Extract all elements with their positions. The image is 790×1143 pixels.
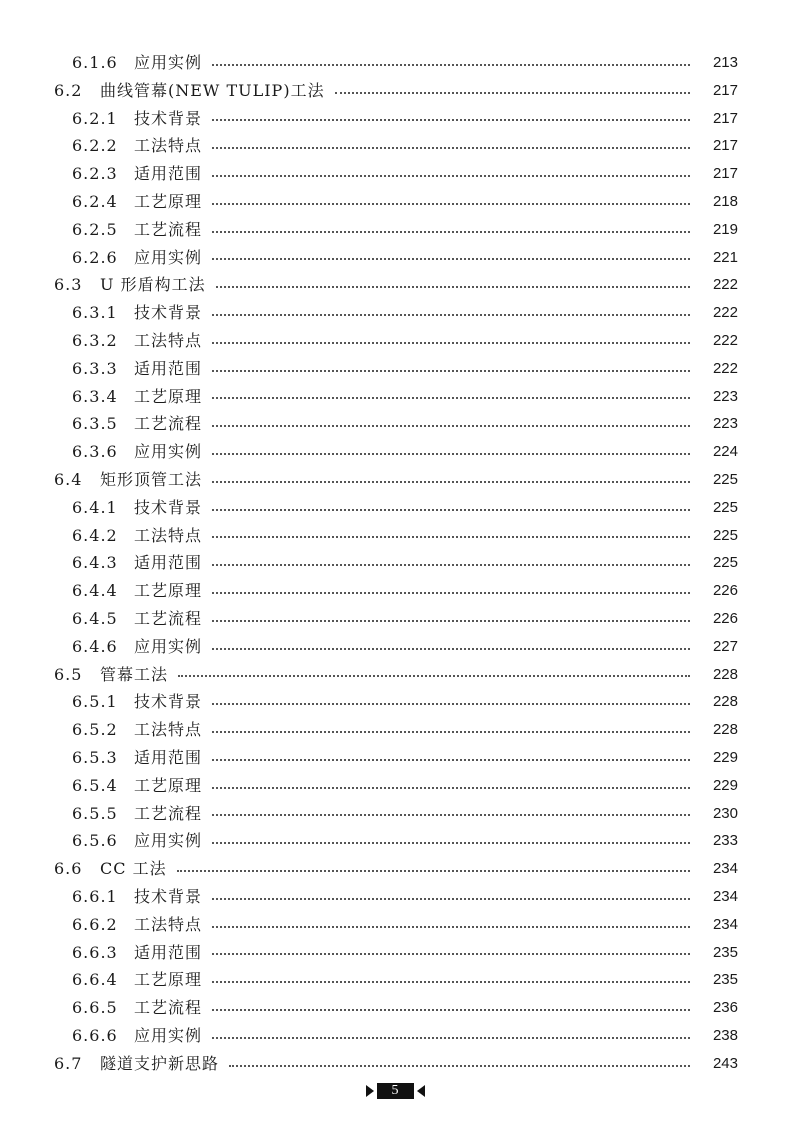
dot-leader [212,147,690,149]
toc-entry-number: 6.2 [54,80,83,100]
toc-entry-number: 6.2.3 [72,164,118,184]
toc-entry-title: 曲线管幕(NEW TULIP)工法 [100,80,325,100]
dot-leader [216,286,690,288]
dot-leader [212,314,690,316]
dot-leader [212,759,690,761]
toc-entry-page: 225 [712,470,738,488]
toc-entry-number: 6.3 [54,275,83,295]
triangle-left-icon [417,1085,425,1097]
toc-entry-number: 6.2.6 [72,247,118,267]
dot-leader [212,703,690,705]
toc-subsection-entry[interactable] [0,939,790,967]
toc-entry-title: 技术背景 [134,886,203,906]
toc-entry-number: 6.3.3 [72,358,118,378]
toc-entry-title: 技术背景 [134,303,203,323]
dot-leader [177,870,690,872]
toc-entry-title: 技术背景 [134,108,203,128]
dot-leader [212,842,690,844]
toc-subsection-entry[interactable] [0,966,790,994]
toc-subsection-entry[interactable] [0,1022,790,1050]
toc-entry-title: 工艺流程 [134,998,203,1018]
toc-subsection-entry[interactable] [0,494,790,522]
toc-entry-number: 6.4.6 [72,636,118,656]
toc-subsection-entry[interactable] [0,688,790,716]
toc-entry-number: 6.6 [54,859,83,879]
toc-entry-title: 工艺原理 [134,386,203,406]
toc-entry-page: 234 [712,887,738,905]
toc-entry-number: 6.4.1 [72,497,118,517]
toc-entry-number: 6.7 [54,1053,83,1073]
toc-subsection-entry[interactable] [0,744,790,772]
toc-entry-number: 6.6.3 [72,942,118,962]
toc-entry-title: 适用范围 [134,358,203,378]
toc-entry-number: 6.5.1 [72,692,118,712]
dot-leader [178,675,690,677]
toc-entry-page: 229 [712,748,738,766]
toc-subsection-entry[interactable] [0,633,790,661]
dot-leader [212,64,690,66]
toc-entry-title: 应用实例 [134,1025,203,1045]
dot-leader [212,342,690,344]
toc-entry-title: 技术背景 [134,497,203,517]
toc-entry-page: 225 [712,498,738,516]
dot-leader [335,92,690,94]
toc-entry-page: 222 [712,331,738,349]
toc-section-entry[interactable] [0,271,790,299]
toc-entry-number: 6.2.2 [72,136,118,156]
toc-entry-page: 230 [712,804,738,822]
toc-entry-number: 6.3.1 [72,303,118,323]
toc-entry-page: 226 [712,582,738,600]
dot-leader [212,981,690,983]
dot-leader [212,481,690,483]
toc-entry-title: 技术背景 [134,692,203,712]
toc-entry-number: 6.4.5 [72,608,118,628]
toc-subsection-entry[interactable] [0,549,790,577]
toc-entry-page: 234 [712,915,738,933]
dot-leader [212,536,690,538]
dot-leader [212,648,690,650]
toc-entry-title: 工法特点 [134,525,203,545]
toc-subsection-entry[interactable] [0,355,790,383]
toc-entry-page: 219 [712,220,738,238]
toc-subsection-entry[interactable] [0,216,790,244]
toc-entry-page: 234 [712,860,738,878]
toc-entry-number: 6.6.2 [72,914,118,934]
toc-entry-number: 6.6.5 [72,998,118,1018]
dot-leader [212,509,690,511]
toc-entry-title: 工艺原理 [134,191,203,211]
toc-subsection-entry[interactable] [0,188,790,216]
toc-subsection-entry[interactable] [0,299,790,327]
toc-subsection-entry[interactable] [0,716,790,744]
toc-subsection-entry[interactable] [0,132,790,160]
toc-entry-title: 适用范围 [134,942,203,962]
toc-section-entry[interactable] [0,466,790,494]
dot-leader [212,953,690,955]
dot-leader [212,453,690,455]
dot-leader [212,787,690,789]
toc-entry-page: 224 [712,443,738,461]
toc-entry-title: 工法特点 [134,330,203,350]
toc-entry-number: 6.2.1 [72,108,118,128]
toc-entry-title: U 形盾构工法 [100,275,206,295]
toc-subsection-entry[interactable] [0,577,790,605]
toc-entry-number: 6.2.4 [72,191,118,211]
dot-leader [212,592,690,594]
toc-entry-title: 工艺流程 [134,608,203,628]
toc-entry-page: 227 [712,637,738,655]
toc-entry-number: 6.4.4 [72,581,118,601]
dot-leader [212,1037,690,1039]
toc-entry-page: 238 [712,1026,738,1044]
toc-entry-number: 6.4 [54,469,83,489]
toc-entry-title: 适用范围 [134,164,203,184]
toc-entry-page: 228 [712,665,738,683]
toc-entry-number: 6.1.6 [72,53,118,72]
toc-subsection-entry[interactable] [0,327,790,355]
toc-entry-page: 233 [712,832,738,850]
toc-subsection-entry[interactable] [0,827,790,855]
toc-entry-title: 工艺原理 [134,775,203,795]
toc-subsection-entry[interactable] [0,160,790,188]
toc-entry-number: 6.5 [54,664,83,684]
toc-subsection-entry[interactable] [0,883,790,911]
toc-entry-page: 235 [712,943,738,961]
toc-entry-title: 工法特点 [134,914,203,934]
toc-entry-page: 222 [712,359,738,377]
toc-entry-page: 222 [712,276,738,294]
toc-entry-title: 工艺流程 [134,414,203,434]
table-of-contents [0,49,790,1077]
dot-leader [212,1009,690,1011]
toc-entry-title: 应用实例 [134,247,203,267]
dot-leader [212,731,690,733]
toc-entry-title: CC 工法 [100,859,167,879]
toc-subsection-entry[interactable] [0,383,790,411]
toc-entry-page: 222 [712,304,738,322]
toc-entry-page: 218 [712,192,738,210]
toc-subsection-entry[interactable] [0,994,790,1022]
toc-subsection-entry[interactable] [0,800,790,828]
toc-entry-title: 管幕工法 [100,664,169,684]
dot-leader [212,203,690,205]
toc-entry-page: 226 [712,609,738,627]
dot-leader [212,926,690,928]
toc-entry-page: 225 [712,554,738,572]
toc-entry-title: 矩形顶管工法 [100,469,203,489]
dot-leader [212,620,690,622]
toc-entry-number: 6.4.3 [72,553,118,573]
toc-entry-title: 应用实例 [134,53,203,72]
toc-entry-page: 217 [712,137,738,155]
dot-leader [212,119,690,121]
page-footer [0,1083,790,1099]
toc-entry-number: 6.5.5 [72,803,118,823]
dot-leader [212,175,690,177]
dot-leader [212,814,690,816]
toc-entry-title: 应用实例 [134,636,203,656]
dot-leader [212,898,690,900]
toc-entry-page: 243 [712,1054,738,1072]
toc-entry-page: 223 [712,387,738,405]
toc-entry-number: 6.2.5 [72,219,118,239]
toc-entry-title: 应用实例 [134,442,203,462]
toc-entry-title: 工法特点 [134,136,203,156]
toc-entry-number: 6.5.3 [72,747,118,767]
toc-entry-number: 6.3.6 [72,442,118,462]
toc-entry-number: 6.3.4 [72,386,118,406]
dot-leader [212,564,690,566]
toc-entry-title: 工艺流程 [134,219,203,239]
toc-entry-title: 应用实例 [134,831,203,851]
toc-subsection-entry[interactable] [0,438,790,466]
toc-entry-page: 213 [712,54,738,71]
toc-subsection-entry[interactable] [0,911,790,939]
toc-entry-number: 6.6.6 [72,1025,118,1045]
toc-entry-page: 229 [712,776,738,794]
toc-entry-page: 217 [712,81,738,99]
dot-leader [212,370,690,372]
toc-entry-title: 工艺原理 [134,581,203,601]
toc-section-entry[interactable] [0,1050,790,1078]
dot-leader [212,231,690,233]
page-number: 5 [377,1083,414,1099]
toc-entry-page: 236 [712,999,738,1017]
dot-leader [212,397,690,399]
dot-leader [212,258,690,260]
toc-entry-title: 隧道支护新思路 [100,1053,220,1073]
toc-entry-number: 6.5.6 [72,831,118,851]
toc-section-entry[interactable] [0,77,790,105]
toc-entry-title: 工艺原理 [134,970,203,990]
toc-entry-page: 225 [712,526,738,544]
toc-entry-page: 217 [712,165,738,183]
toc-entry-page: 223 [712,415,738,433]
toc-subsection-entry[interactable] [0,605,790,633]
toc-entry-page: 217 [712,109,738,127]
toc-entry-title: 适用范围 [134,747,203,767]
toc-entry-title: 工法特点 [134,720,203,740]
toc-entry-number: 6.5.2 [72,720,118,740]
dot-leader [212,425,690,427]
toc-subsection-entry[interactable] [0,410,790,438]
toc-section-entry[interactable] [0,855,790,883]
toc-subsection-entry[interactable] [0,772,790,800]
toc-entry-title: 工艺流程 [134,803,203,823]
toc-entry-number: 6.6.1 [72,886,118,906]
toc-entry-page: 228 [712,693,738,711]
dot-leader [229,1065,690,1067]
toc-subsection-entry[interactable] [0,244,790,272]
toc-entry-number: 6.5.4 [72,775,118,795]
toc-entry-number: 6.3.5 [72,414,118,434]
toc-entry-page: 235 [712,971,738,989]
toc-entry-number: 6.3.2 [72,330,118,350]
toc-entry-number: 6.4.2 [72,525,118,545]
toc-section-entry[interactable] [0,661,790,689]
toc-subsection-entry[interactable] [0,522,790,550]
toc-entry-number: 6.6.4 [72,970,118,990]
toc-subsection-entry[interactable] [0,105,790,133]
toc-entry-page: 221 [712,248,738,266]
toc-entry-page: 228 [712,721,738,739]
toc-subsection-entry[interactable] [0,49,790,77]
toc-entry-title: 适用范围 [134,553,203,573]
triangle-right-icon [366,1085,374,1097]
